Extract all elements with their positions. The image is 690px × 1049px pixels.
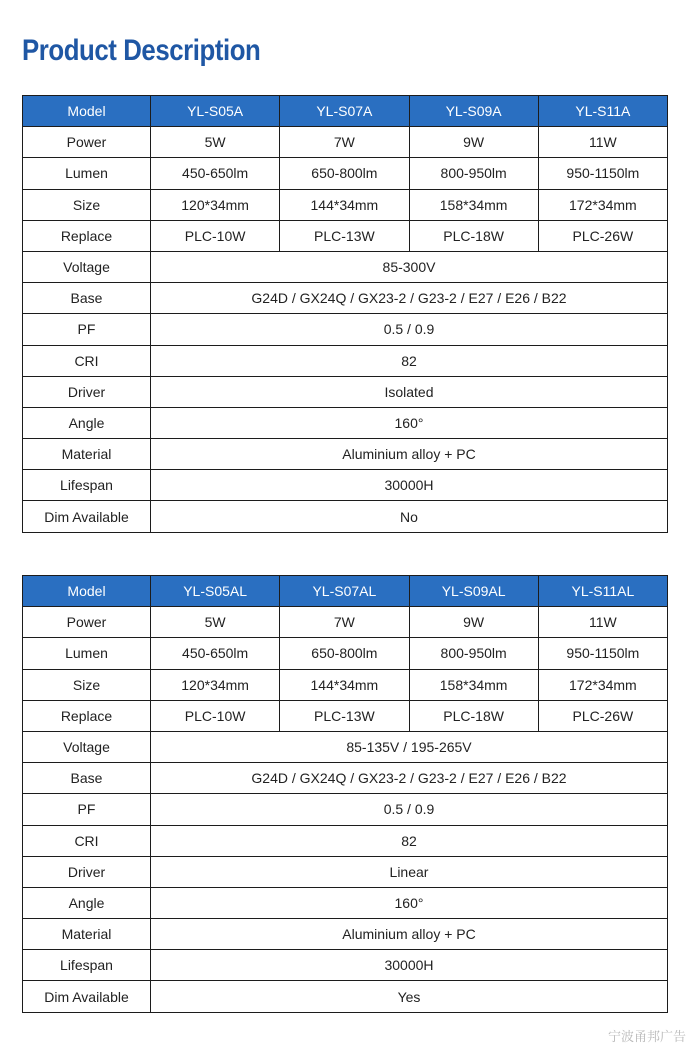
table-row [23,919,668,950]
row-label: Lifespan [23,950,151,981]
row-label: Size [23,669,151,700]
table-cell: 5W [151,607,280,638]
row-label: Material [23,439,151,470]
header-row [23,96,668,127]
table-row [23,407,668,438]
table-row [23,439,668,470]
table-row [23,607,668,638]
header-cell-model-name: YL-S11A [538,96,667,127]
table-row [23,669,668,700]
table-cell-spanning: Isolated [151,376,668,407]
table-cell: 7W [280,607,409,638]
table-cell: 650-800lm [280,158,409,189]
row-label: Dim Available [23,501,151,532]
table-cell-spanning: 160° [151,407,668,438]
table-cell-spanning: 0.5 / 0.9 [151,794,668,825]
table-row [23,158,668,189]
table-row [23,825,668,856]
table-cell-spanning: 85-135V / 195-265V [151,731,668,762]
row-label: Driver [23,376,151,407]
table-cell-spanning: Yes [151,981,668,1012]
table-cell: 158*34mm [409,669,538,700]
table-cell-spanning: Aluminium alloy + PC [151,919,668,950]
table-row [23,856,668,887]
spec-table-2 [22,575,668,1013]
table-cell: 9W [409,607,538,638]
table-cell: PLC-18W [409,220,538,251]
table-cell: 11W [538,607,667,638]
table-cell: 450-650lm [151,638,280,669]
table-row [23,220,668,251]
table-cell: 120*34mm [151,669,280,700]
row-label: Driver [23,856,151,887]
table-cell: 650-800lm [280,638,409,669]
table-cell: 9W [409,127,538,158]
table-cell: 120*34mm [151,189,280,220]
table-cell-spanning: 0.5 / 0.9 [151,314,668,345]
table-cell-spanning: 30000H [151,950,668,981]
header-cell-model: Model [23,576,151,607]
table-row [23,950,668,981]
watermark-text: 宁波甬邦广告 [607,1030,686,1045]
table-cell: 950-1150lm [538,638,667,669]
table-cell: 158*34mm [409,189,538,220]
row-label: Angle [23,407,151,438]
row-label: Voltage [23,251,151,282]
spec-table-1 [22,95,668,533]
table-row [23,251,668,282]
row-label: PF [23,794,151,825]
row-label: Lumen [23,638,151,669]
table-cell: PLC-18W [409,700,538,731]
table-row [23,638,668,669]
table-row [23,189,668,220]
row-label: Dim Available [23,981,151,1012]
table-cell-spanning: G24D / GX24Q / GX23-2 / G23-2 / E27 / E26 / B22 [151,283,668,314]
header-row [23,576,668,607]
row-label: Power [23,607,151,638]
table-row [23,981,668,1012]
table-row [23,314,668,345]
table-cell-spanning: Linear [151,856,668,887]
table-cell: 144*34mm [280,669,409,700]
table-cell: 172*34mm [538,189,667,220]
row-label: Base [23,283,151,314]
table-cell: 144*34mm [280,189,409,220]
table-row [23,731,668,762]
table-cell-spanning: G24D / GX24Q / GX23-2 / G23-2 / E27 / E26 / B22 [151,763,668,794]
table-row [23,283,668,314]
row-label: Base [23,763,151,794]
table-row [23,127,668,158]
header-cell-model-name: YL-S05AL [151,576,280,607]
table-row [23,345,668,376]
header-cell-model: Model [23,96,151,127]
table-row [23,794,668,825]
table-cell: 950-1150lm [538,158,667,189]
table-cell-spanning: 160° [151,887,668,918]
table-cell: PLC-26W [538,700,667,731]
table-cell-spanning: 82 [151,345,668,376]
table-cell-spanning: Aluminium alloy + PC [151,439,668,470]
row-label: PF [23,314,151,345]
table-cell: PLC-13W [280,700,409,731]
header-cell-model-name: YL-S09A [409,96,538,127]
table-cell: 172*34mm [538,669,667,700]
row-label: Replace [23,220,151,251]
table-row [23,501,668,532]
row-label: Material [23,919,151,950]
page-title: Product Description [22,34,261,67]
table-cell-spanning: No [151,501,668,532]
header-cell-model-name: YL-S05A [151,96,280,127]
row-label: Size [23,189,151,220]
header-cell-model-name: YL-S09AL [409,576,538,607]
table-row [23,376,668,407]
row-label: Replace [23,700,151,731]
table-cell: 5W [151,127,280,158]
table-cell: PLC-10W [151,220,280,251]
row-label: Voltage [23,731,151,762]
row-label: Angle [23,887,151,918]
table-cell: 800-950lm [409,158,538,189]
table-row [23,700,668,731]
table-cell: 7W [280,127,409,158]
row-label: CRI [23,345,151,376]
table-row [23,887,668,918]
table-cell: 800-950lm [409,638,538,669]
table-cell: PLC-26W [538,220,667,251]
row-label: Lifespan [23,470,151,501]
row-label: CRI [23,825,151,856]
table-row [23,763,668,794]
table-cell: PLC-10W [151,700,280,731]
header-cell-model-name: YL-S07A [280,96,409,127]
table-cell: PLC-13W [280,220,409,251]
table-cell: 450-650lm [151,158,280,189]
table-cell-spanning: 82 [151,825,668,856]
header-cell-model-name: YL-S11AL [538,576,667,607]
table-row [23,470,668,501]
row-label: Lumen [23,158,151,189]
row-label: Power [23,127,151,158]
table-cell-spanning: 30000H [151,470,668,501]
header-cell-model-name: YL-S07AL [280,576,409,607]
table-cell: 11W [538,127,667,158]
table-cell-spanning: 85-300V [151,251,668,282]
